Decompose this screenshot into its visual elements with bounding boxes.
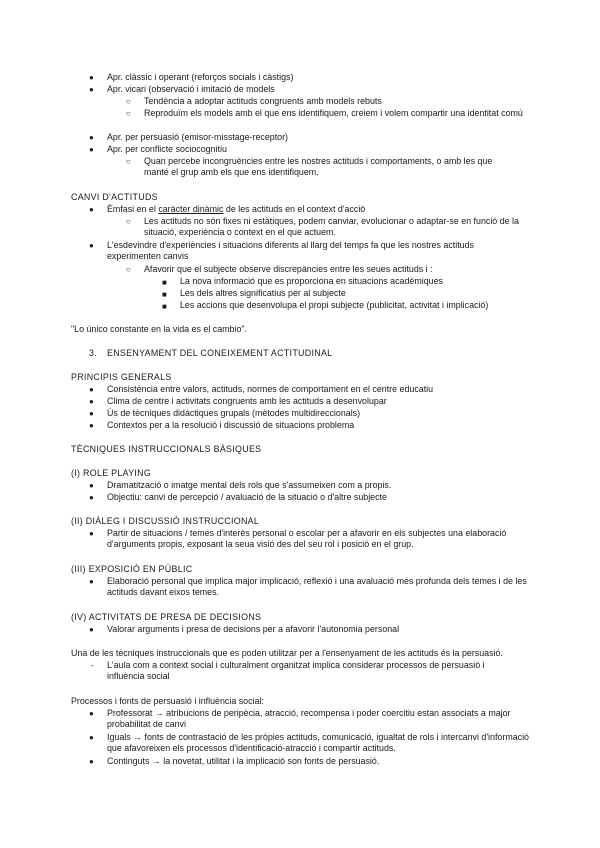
text-run: Èmfasi en el xyxy=(107,204,159,214)
square-bullet-marker: ■ xyxy=(162,278,167,287)
paragraph: Una de les tècniques instruccionals que es poden utilitzar per a l'ensenyament de les actituds és la persuasió. xyxy=(71,648,503,658)
list-item: Continguts → la novetat, utilitat i la implicació son fonts de persuasió. xyxy=(107,756,380,766)
circle-bullet-marker: ○ xyxy=(126,109,131,118)
bullet-marker: ● xyxy=(89,625,94,634)
circle-bullet-marker: ○ xyxy=(126,265,131,274)
list-item: Apr. vicari (observació i imitació de models xyxy=(107,84,275,94)
text-run: de les actituds en el context d'acció xyxy=(223,204,366,214)
list-subitem: Afavorir que el subjecte observe discrepàncies entre les seues actituds i : xyxy=(144,264,433,274)
list-item: Valorar arguments i presa de decisions per a afavorir l'autonomia personal xyxy=(107,624,400,634)
circle-bullet-marker: ○ xyxy=(126,157,131,166)
bullet-marker: ● xyxy=(89,73,94,82)
section-heading: TÈCNIQUES INSTRUCCIONALS BÀSIQUES xyxy=(71,444,262,454)
list-subitem: Les actituds no són fixes ni estàtiques, podem canviar, evolucionar o adaptar-se en funció de la situació, experiència o context en el que actuem. xyxy=(144,216,519,237)
bullet-marker: ● xyxy=(89,577,94,586)
bullet-marker: ● xyxy=(89,145,94,154)
list-subsubitem: La nova informació que es proporciona en situacions acadèmiques xyxy=(180,276,443,286)
list-subsubitem: Les accions que desenvolupa el propi subjecte (publicitat, activitat i implicació) xyxy=(180,300,489,310)
dash-marker: - xyxy=(91,661,94,670)
list-subitem: Tendència a adoptar actituds congruents amb models rebuts xyxy=(144,96,382,106)
subsection-heading: (II) DIÀLEG I DISCUSSIÓ INSTRUCCIONAL xyxy=(71,516,260,526)
bullet-marker: ● xyxy=(89,709,94,718)
quote-text: "Lo único constante en la vida es el cambio". xyxy=(71,324,248,334)
list-item: Iguals → fonts de contrastació de les pròpies actituds, comunicació, igualtat de rols i intercanvi d'informació que afavoreixen els processos d'identificació-atracció i compartir actituds. xyxy=(107,732,529,753)
subsection-heading: (IV) ACTIVITATS DE PRESA DE DECISIONS xyxy=(71,612,262,622)
square-bullet-marker: ■ xyxy=(162,302,167,311)
list-item: L'esdevindre d'experiències i situacions diferents al llarg del temps fa que les nostres actituds experimenten canvis xyxy=(107,240,474,261)
list-item: Apr. per conflicte sociocognitiu xyxy=(107,144,227,154)
list-item: Consistència entre valors, actituds, normes de comportament en el centre educatiu xyxy=(107,384,434,394)
paragraph: Processos i fonts de persuasió i influència social: xyxy=(71,696,264,706)
bullet-marker: ● xyxy=(89,481,94,490)
bullet-marker: ● xyxy=(89,733,94,742)
list-item: Ús de tècniques didàctiques grupals (mètodes multidireccionals) xyxy=(107,408,361,418)
list-subitem: Quan percebe incongruències entre les nostres actituds i comportaments, o amb les que manté el grup amb els que ens identifiquem. xyxy=(144,156,493,177)
subsection-heading: (III) EXPOSICIÓ EN PÚBLIC xyxy=(71,564,193,574)
bullet-marker: ● xyxy=(89,757,94,766)
bullet-marker: ● xyxy=(89,409,94,418)
list-item: Elaboració personal que implica major implicació, reflexió i una avaluació més profunda dels temes i de les actituds davant eixos temes. xyxy=(107,576,527,597)
underlined-term: caràcter dinàmic xyxy=(158,204,224,214)
square-bullet-marker: ■ xyxy=(162,290,167,299)
list-item: L'aula com a context social i culturalment organitzat implica considerar processos de persuasió i influència social xyxy=(107,660,485,681)
list-item: Clima de centre i activitats congruents amb les actituds a desenvolupar xyxy=(107,396,387,406)
bullet-marker: ● xyxy=(89,85,94,94)
section-title: ENSENYAMENT DEL CONEIXEMENT ACTITUDINAL xyxy=(107,348,333,358)
bullet-marker: ● xyxy=(89,205,94,214)
bullet-marker: ● xyxy=(89,241,94,250)
subsection-heading: (I) ROLE PLAYING xyxy=(71,468,152,478)
section-heading: CANVI D'ACTITUDS xyxy=(71,192,158,202)
list-item: Partir de situacions / temes d'interès personal o escolar per a afavorir en els subjectes una elaboració d'arguments propis, exposant la seua visió des del seu rol i posició en el grup. xyxy=(107,528,507,549)
circle-bullet-marker: ○ xyxy=(126,217,131,226)
section-heading: PRINCIPIS GENERALS xyxy=(71,372,172,382)
list-item: Dramatització o imatge mental dels rols que s'assumeixen com a propis. xyxy=(107,480,392,490)
bullet-marker: ● xyxy=(89,493,94,502)
bullet-marker: ● xyxy=(89,397,94,406)
bullet-marker: ● xyxy=(89,529,94,538)
list-subsubitem: Les dels altres significatius per al subjecte xyxy=(180,288,346,298)
list-item: Objectiu: canvi de percepció / avaluació de la situació o d'altre subjecte xyxy=(107,492,387,502)
list-item: Professorat → atribucions de peripècia, atracció, recompensa i poder coercitiu estan associats a major probabilitat de canvi xyxy=(107,708,511,729)
section-number: 3. xyxy=(89,348,98,358)
list-item: Apr. per persuasió (emisor-misstage-receptor) xyxy=(107,132,289,142)
bullet-marker: ● xyxy=(89,133,94,142)
bullet-marker: ● xyxy=(89,385,94,394)
list-item: Apr. clàssic i operant (reforços socials i càstigs) xyxy=(107,72,294,82)
list-item: Contextos per a la resolució i discussió de situacions problema xyxy=(107,420,355,430)
bullet-marker: ● xyxy=(89,421,94,430)
circle-bullet-marker: ○ xyxy=(126,97,131,106)
list-item xyxy=(107,204,365,215)
list-subitem: Reproduïm els models amb el que ens identifiquem, creiem i volem compartir una identitat comú xyxy=(144,108,523,118)
